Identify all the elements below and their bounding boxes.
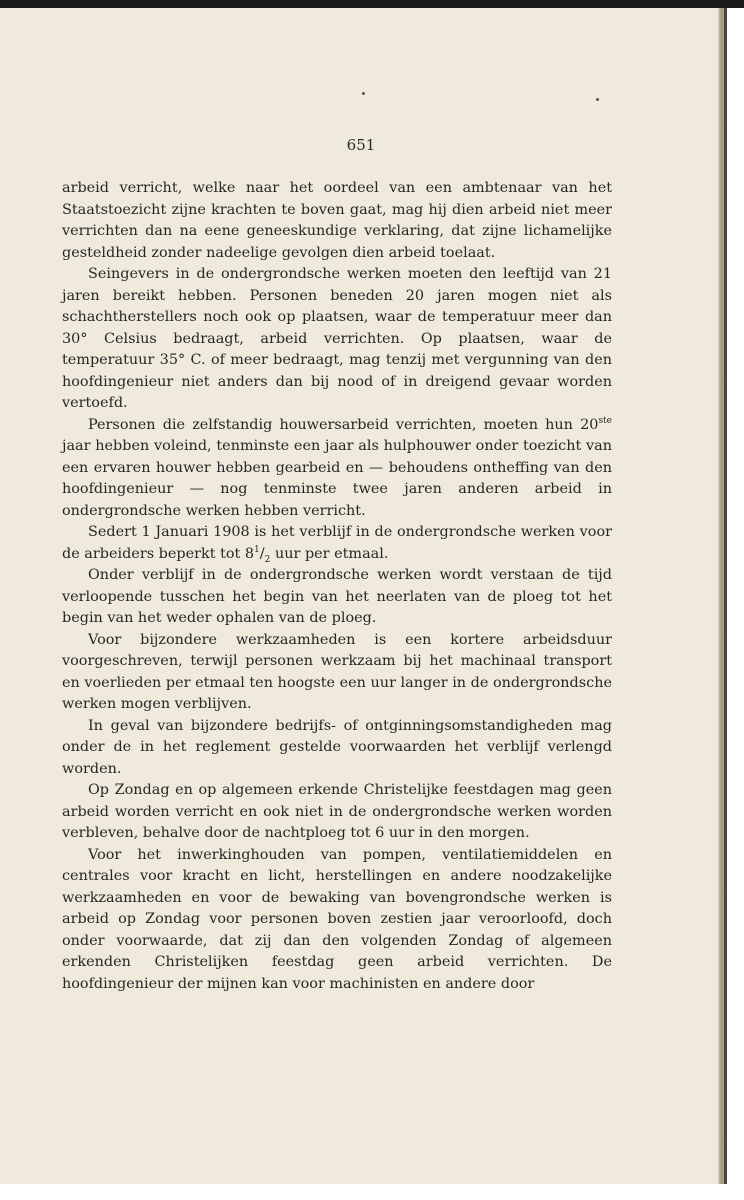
fraction-denominator: 2: [264, 554, 271, 565]
paper-speck: [362, 92, 365, 95]
fraction-slash: /: [259, 545, 265, 562]
paragraph-text: uur per etmaal.: [270, 545, 389, 562]
body-text: [62, 178, 612, 995]
paragraph-text: arbeid verricht, welke naar het oordeel van een ambtenaar van het Staatstoezicht zijne krachten te boven gaat, mag hij dien arbeid niet meer verrichten dan na eene geneeskundige verklaring, dat zijne lichamelijke gesteldheid zonder nadeelige gevolgen dien arbeid toelaat.: [62, 180, 612, 261]
paragraph-text: Onder verblijf in de ondergrondsche werken wordt verstaan de tijd verloopende tusschen het begin van het neerlaten van de ploeg tot het begin van het weder ophalen van de ploeg.: [62, 567, 612, 626]
paragraph-text: Sedert 1 Januari 1908 is het verblijf in de ondergrondsche werken voor de arbeiders beperkt tot 8: [62, 524, 612, 562]
paragraph: [62, 415, 612, 523]
paragraph: [62, 780, 612, 845]
paragraph-text: jaar hebben voleind, tenminste een jaar als hulphouwer onder toezicht van een ervaren houwer hebben gearbeid en — behoudens ontheffing van den hoofdingenieur — nog tenminste twee jaren anderen arbeid in ondergrondsche werken hebben verricht.: [62, 438, 612, 519]
paragraph: [62, 716, 612, 781]
paragraph-text: Voor bijzondere werkzaamheden is een kortere arbeidsduur voorgeschreven, terwijl personen werkzaam bij het machinaal transport en voerlieden per etmaal ten hoogste een uur langer in de ondergrondsche werken mogen verblijven.: [62, 631, 612, 712]
scan-top-border: [0, 0, 744, 8]
paragraph: [62, 845, 612, 996]
book-page: [0, 8, 722, 1184]
superscript: ste: [598, 415, 612, 426]
paragraph: [62, 565, 612, 630]
page-number: 651: [346, 136, 376, 154]
paragraph: [62, 264, 612, 415]
paragraph: [62, 522, 612, 565]
paragraph: [62, 178, 612, 264]
paragraph-text: In geval van bijzondere bedrijfs- of ontginningsomstandigheden mag onder de in het reglement gestelde voorwaarden het verblijf verlengd worden.: [62, 717, 612, 777]
paper-speck: [596, 98, 599, 101]
paragraph: [62, 630, 612, 716]
paragraph-text: Seingevers in de ondergrondsche werken moeten den leeftijd van 21 jaren bereikt hebben. Personen beneden 20 jaren mogen niet als schachtherstellers noch ook op plaatsen, waar de temperatuur meer dan 30° Celsius bedraagt, arbeid verrichten. Op plaatsen, waar de temperatuur 35° C. of meer bedraagt, mag tenzij met vergunning van den hoofdingenieur niet anders dan bij nood of in dreigend gevaar worden vertoefd.: [62, 266, 612, 411]
paragraph-text: Voor het inwerkinghouden van pompen, ventilatiemiddelen en centrales voor kracht en licht, herstellingen en andere noodzakelijke werkzaamheden en voor de bewaking van bovengrondsche werken is arbeid op Zondag voor personen boven zestien jaar veroorloofd, doch onder voorwaarde, dat zij dan den volgenden Zondag of algemeen erkenden Christelijken feestdag geen arbeid verrichten. De hoofdingenieur der mijnen kan voor machinisten en andere door: [62, 846, 612, 992]
paragraph-text: Personen die zelfstandig houwersarbeid verrichten, moeten hun 20: [88, 416, 599, 433]
fraction-numerator: 1: [254, 544, 260, 555]
paragraph-text: Op Zondag en op algemeen erkende Christelijke feestdagen mag geen arbeid worden verricht en ook niet in de ondergrondsche werken worden verbleven, behalve door de nachtploeg tot 6 uur in den morgen.: [62, 782, 612, 841]
page-spine-shadow: [724, 8, 727, 1184]
